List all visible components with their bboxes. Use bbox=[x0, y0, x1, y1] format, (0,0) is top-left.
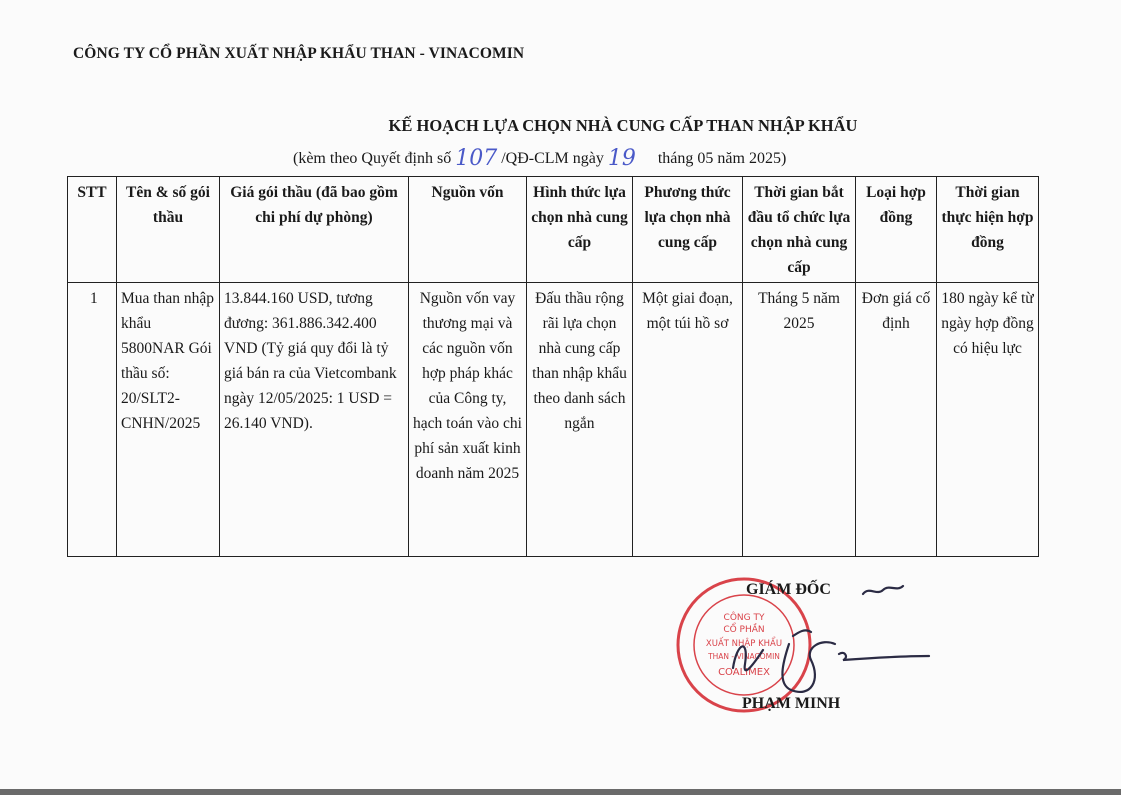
decision-number: 107 bbox=[455, 146, 498, 171]
cell-stt: 1 bbox=[68, 283, 117, 557]
seal-line-3: XUẤT NHẬP KHẨU bbox=[705, 639, 783, 649]
header-package-price: Giá gói thầu (đã bao gồm chi phí dự phòng) bbox=[220, 177, 409, 283]
cell-selection-method: Một giai đoạn, một túi hồ sơ bbox=[633, 283, 743, 557]
header-contract-type: Loại hợp đồng bbox=[856, 177, 937, 283]
header-selection-method: Phương thức lựa chọn nhà cung cấp bbox=[633, 177, 743, 283]
scan-bottom-edge bbox=[0, 789, 1121, 795]
company-name: CÔNG TY CỔ PHẦN XUẤT NHẬP KHẨU THAN - VINACOMIN bbox=[73, 45, 525, 62]
document-title bbox=[0, 116, 1121, 136]
cell-contract-type: Đơn giá cố định bbox=[856, 283, 937, 557]
document-subtitle bbox=[293, 144, 786, 169]
header-funding-source: Nguồn vốn bbox=[409, 177, 527, 283]
cell-selection-form: Đấu thầu rộng rãi lựa chọn nhà cung cấp than nhập khẩu theo danh sách ngắn bbox=[527, 283, 633, 557]
subtitle-prefix: (kèm theo Quyết định số bbox=[293, 150, 452, 167]
seal-line-4: THAN - VINACOMIN bbox=[708, 652, 780, 661]
subtitle-suffix: tháng 05 năm 2025) bbox=[657, 150, 787, 167]
director-title: GIÁM ĐỐC bbox=[746, 581, 831, 598]
director-name: PHẠM MINH bbox=[742, 695, 841, 712]
header-start-time: Thời gian bắt đầu tổ chức lựa chọn nhà cung cấp bbox=[743, 177, 856, 283]
header-selection-form: Hình thức lựa chọn nhà cung cấp bbox=[527, 177, 633, 283]
seal-line-2: CỔ PHẦN bbox=[723, 625, 765, 635]
cell-package-price: 13.844.160 USD, tương đương: 361.886.342.400 VND (Tỷ giá quy đổi là tỷ giá bán ra của Vietcombank ngày 12/05/2025: 1 USD = 26.140 VND). bbox=[220, 283, 409, 557]
header-stt: STT bbox=[68, 177, 117, 283]
table-row bbox=[68, 283, 1039, 557]
cell-start-time: Tháng 5 năm 2025 bbox=[743, 283, 856, 557]
header-package-name: Tên & số gói thầu bbox=[117, 177, 220, 283]
header-contract-duration: Thời gian thực hiện hợp đồng bbox=[937, 177, 1039, 283]
subtitle-mid: /QĐ-CLM ngày bbox=[501, 150, 604, 167]
cell-contract-duration: 180 ngày kể từ ngày hợp đồng có hiệu lực bbox=[937, 283, 1039, 557]
procurement-plan-table bbox=[67, 176, 1039, 557]
document-title-text: KẾ HOẠCH LỰA CHỌN NHÀ CUNG CẤP THAN NHẬP KHẨU bbox=[388, 116, 858, 135]
cell-package-name: Mua than nhập khẩu 5800NAR Gói thầu số: 20/SLT2-CNHN/2025 bbox=[117, 283, 220, 557]
cell-funding-source: Nguồn vốn vay thương mại và các nguồn vốn hợp pháp khác của Công ty, hạch toán vào chi phí sản xuất kinh doanh năm 2025 bbox=[409, 283, 527, 557]
table-header-row bbox=[68, 177, 1039, 283]
decision-day: 19 bbox=[607, 146, 636, 171]
seal-line-5: COALIMEX bbox=[718, 667, 770, 678]
seal-line-1: CÔNG TY bbox=[723, 613, 765, 623]
